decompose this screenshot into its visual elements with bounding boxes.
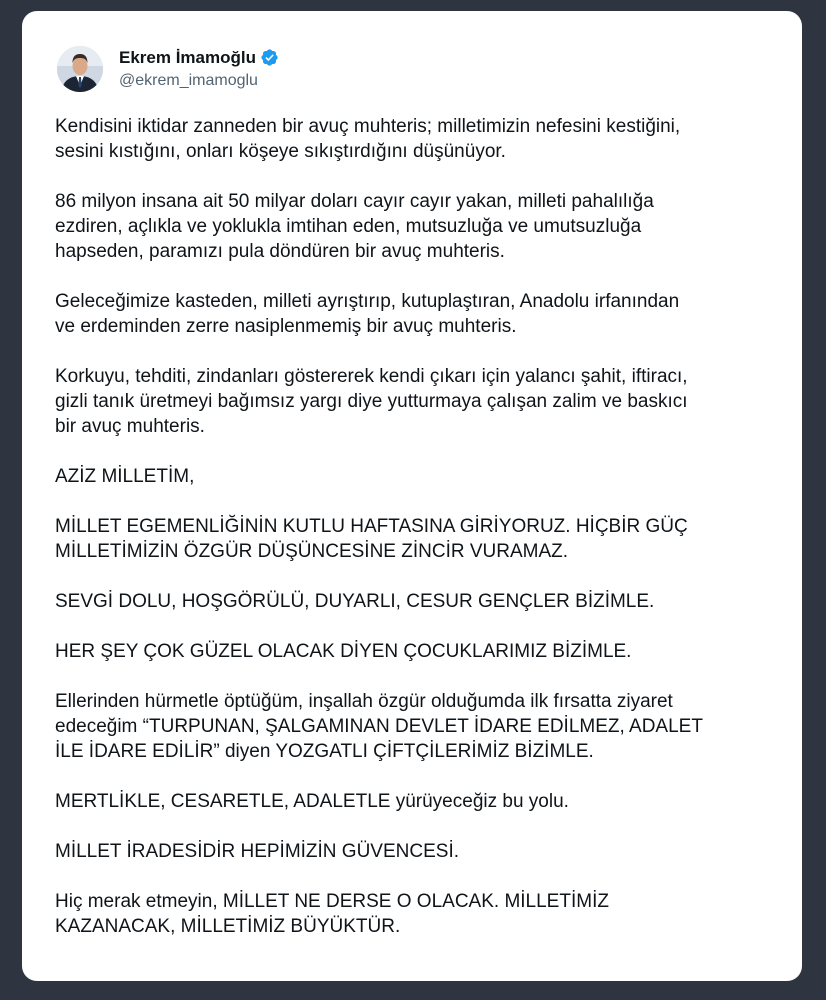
profile-photo-icon <box>57 46 103 92</box>
tweet-card <box>22 11 802 981</box>
tweet-paragraph: Geleceğimize kasteden, milleti ayrıştırıp, kutuplaştıran, Anadolu irfanından ve erdeminden zerre nasiplenmemiş bir avuç muhteris. <box>55 291 680 337</box>
name-row <box>119 47 279 69</box>
tweet-paragraph: AZİZ MİLLETİM, <box>55 466 195 487</box>
author-info <box>119 47 279 92</box>
tweet-paragraph: Kendisini iktidar zanneden bir avuç muhteris; milletimizin nefesini kestiğini, sesini kıstığını, onları köşeye sıkıştırdığını düşünüyor. <box>55 116 681 162</box>
display-name[interactable]: Ekrem İmamoğlu <box>119 47 256 67</box>
handle[interactable]: @ekrem_imamoglu <box>119 71 258 89</box>
tweet-paragraph: HER ŞEY ÇOK GÜZEL OLACAK DİYEN ÇOCUKLARIMIZ BİZİMLE. <box>55 641 632 662</box>
tweet-text <box>55 114 775 939</box>
avatar[interactable] <box>57 46 103 92</box>
tweet-paragraph: Korkuyu, tehditi, zindanları göstererek kendi çıkarı için yalancı şahit, iftiracı, gizli tanık üretmeyi bağımsız yargı diye yutturmaya çalışan zalim ve baskıcı bir avuç muhteris. <box>55 366 688 437</box>
tweet-paragraph: Ellerinden hürmetle öptüğüm, inşallah özgür olduğumda ilk fırsatta ziyaret edeceğim “TURPUNAN, ŞALGAMINAN DEVLET İDARE EDİLMEZ, ADALET İLE İDARE EDİLİR” diyen YOZGATLI ÇİFTÇİLERİMİZ BİZİMLE. <box>55 691 703 762</box>
tweet-paragraph: MİLLET EGEMENLİĞİNİN KUTLU HAFTASINA GİRİYORUZ. HİÇBİR GÜÇ MİLLETİMİZİN ÖZGÜR DÜŞÜNCESİNE ZİNCİR VURAMAZ. <box>55 516 688 562</box>
tweet-paragraph: Hiç merak etmeyin, MİLLET NE DERSE O OLACAK. MİLLETİMİZ KAZANACAK, MİLLETİMİZ BÜYÜKTÜR. <box>55 891 609 937</box>
tweet-paragraph: MERTLİKLE, CESARETLE, ADALETLE yürüyeceğiz bu yolu. <box>55 791 569 812</box>
tweet-header <box>57 41 279 97</box>
tweet-paragraph: MİLLET İRADESİDİR HEPİMİZİN GÜVENCESİ. <box>55 841 460 862</box>
verified-badge-icon <box>260 48 279 67</box>
tweet-paragraph: SEVGİ DOLU, HOŞGÖRÜLÜ, DUYARLI, CESUR GENÇLER BİZİMLE. <box>55 591 655 612</box>
tweet-paragraph: 86 milyon insana ait 50 milyar doları cayır cayır yakan, milleti pahalılığa ezdiren, açlıkla ve yoklukla imtihan eden, mutsuzluğa ve umutsuzluğa hapseden, paramızı pula döndüren bir avuç muhteris. <box>55 191 654 262</box>
